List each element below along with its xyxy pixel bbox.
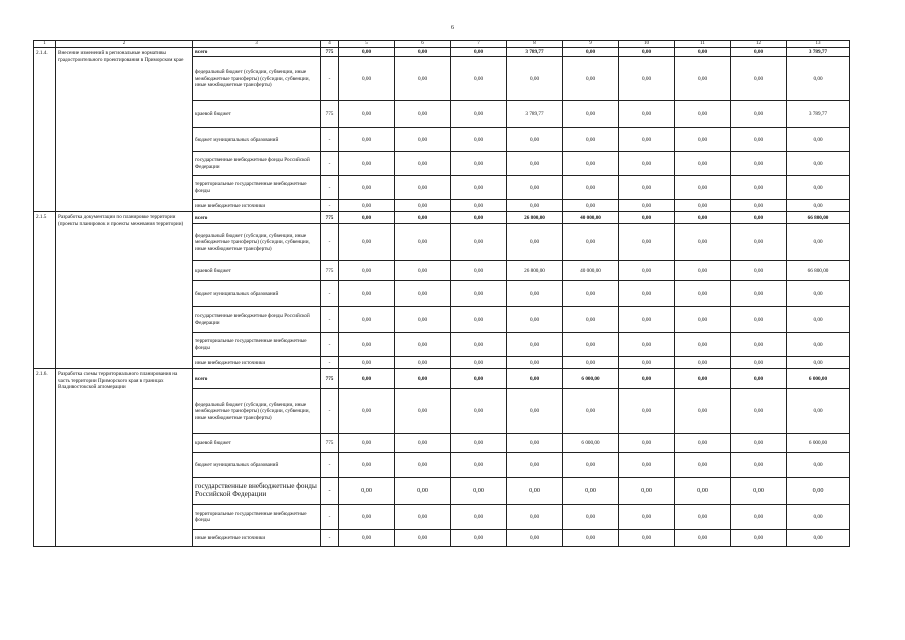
amount-cell: 0,00: [731, 369, 787, 389]
funding-source: бюджет муниципальных образований: [193, 128, 321, 152]
amount-cell: 0,00: [339, 152, 395, 176]
budget-code: -: [321, 530, 339, 547]
amount-cell: 0,00: [619, 101, 675, 128]
amount-cell: 0,00: [507, 281, 563, 307]
amount-cell: 6 000,00: [563, 369, 619, 389]
amount-cell: 0,00: [563, 389, 619, 434]
amount-cell: 0,00: [339, 357, 395, 369]
amount-cell: 0,00: [675, 212, 731, 224]
funding-source: государственные внебюджетные фонды Российской Федерации: [193, 152, 321, 176]
amount-cell: 0,00: [675, 48, 731, 57]
amount-cell: 0,00: [451, 212, 507, 224]
amount-cell: 0,00: [395, 478, 451, 505]
amount-cell: 0,00: [395, 152, 451, 176]
amount-cell: 0,00: [675, 369, 731, 389]
budget-code: 775: [321, 434, 339, 453]
amount-cell: 0,00: [787, 200, 850, 212]
budget-code: 775: [321, 101, 339, 128]
header-cell: 6: [395, 41, 451, 48]
amount-cell: 26 800,00: [507, 261, 563, 281]
amount-cell: 0,00: [563, 530, 619, 547]
amount-cell: 0,00: [787, 453, 850, 478]
amount-cell: 0,00: [563, 453, 619, 478]
funding-source: всего: [193, 212, 321, 224]
amount-cell: 0,00: [731, 478, 787, 505]
amount-cell: 0,00: [787, 176, 850, 200]
header-cell: 5: [339, 41, 395, 48]
amount-cell: 0,00: [619, 48, 675, 57]
amount-cell: 0,00: [619, 505, 675, 530]
item-number: 2.1.4.: [34, 48, 56, 212]
amount-cell: 0,00: [619, 152, 675, 176]
amount-cell: 3 789,77: [787, 101, 850, 128]
amount-cell: 0,00: [395, 261, 451, 281]
amount-cell: 0,00: [507, 307, 563, 333]
amount-cell: 0,00: [395, 57, 451, 101]
budget-code: -: [321, 505, 339, 530]
budget-code: -: [321, 453, 339, 478]
amount-cell: 0,00: [451, 530, 507, 547]
amount-cell: 6 000,00: [787, 434, 850, 453]
budget-code: -: [321, 200, 339, 212]
amount-cell: 0,00: [787, 505, 850, 530]
amount-cell: 0,00: [507, 389, 563, 434]
funding-source: территориальные государственные внебюджетные фонды: [193, 333, 321, 357]
amount-cell: 0,00: [339, 48, 395, 57]
amount-cell: 0,00: [675, 101, 731, 128]
amount-cell: 0,00: [619, 200, 675, 212]
amount-cell: 0,00: [787, 478, 850, 505]
amount-cell: 0,00: [395, 200, 451, 212]
budget-code: -: [321, 357, 339, 369]
amount-cell: 0,00: [619, 281, 675, 307]
amount-cell: 0,00: [787, 57, 850, 101]
amount-cell: 0,00: [507, 57, 563, 101]
amount-cell: 0,00: [731, 261, 787, 281]
funding-source: всего: [193, 48, 321, 57]
table-row: [34, 369, 850, 389]
funding-source: краевой бюджет: [193, 261, 321, 281]
amount-cell: 0,00: [339, 128, 395, 152]
amount-cell: 0,00: [675, 176, 731, 200]
amount-cell: 0,00: [675, 505, 731, 530]
amount-cell: 0,00: [731, 505, 787, 530]
amount-cell: 0,00: [507, 530, 563, 547]
header-cell: 7: [451, 41, 507, 48]
amount-cell: 0,00: [339, 389, 395, 434]
amount-cell: 0,00: [451, 261, 507, 281]
amount-cell: 0,00: [675, 530, 731, 547]
amount-cell: 3 789,77: [507, 48, 563, 57]
budget-table: [33, 40, 850, 547]
amount-cell: 0,00: [787, 152, 850, 176]
page-number: 6: [451, 25, 454, 31]
amount-cell: 0,00: [731, 200, 787, 212]
amount-cell: 0,00: [619, 128, 675, 152]
header-cell: 11: [675, 41, 731, 48]
amount-cell: 0,00: [451, 389, 507, 434]
amount-cell: 0,00: [675, 128, 731, 152]
budget-code: 775: [321, 48, 339, 57]
amount-cell: 0,00: [451, 307, 507, 333]
amount-cell: 0,00: [787, 224, 850, 261]
funding-source: иные внебюджетные источники: [193, 200, 321, 212]
amount-cell: 0,00: [395, 369, 451, 389]
funding-source: территориальные государственные внебюджетные фонды: [193, 176, 321, 200]
amount-cell: 0,00: [731, 307, 787, 333]
amount-cell: 0,00: [619, 357, 675, 369]
amount-cell: 0,00: [675, 281, 731, 307]
funding-source: государственные внебюджетные фонды Российской Федерации: [193, 307, 321, 333]
amount-cell: 6 000,00: [787, 369, 850, 389]
amount-cell: 0,00: [339, 176, 395, 200]
amount-cell: 0,00: [339, 212, 395, 224]
amount-cell: 0,00: [563, 357, 619, 369]
amount-cell: 0,00: [563, 200, 619, 212]
amount-cell: 0,00: [451, 478, 507, 505]
amount-cell: 0,00: [507, 478, 563, 505]
amount-cell: 0,00: [339, 434, 395, 453]
header-cell: 1: [34, 41, 56, 48]
amount-cell: 66 800,00: [787, 212, 850, 224]
budget-code: 775: [321, 261, 339, 281]
amount-cell: 0,00: [339, 453, 395, 478]
amount-cell: 0,00: [675, 224, 731, 261]
amount-cell: 0,00: [507, 152, 563, 176]
funding-source: краевой бюджет: [193, 101, 321, 128]
amount-cell: 0,00: [675, 453, 731, 478]
amount-cell: 0,00: [507, 200, 563, 212]
amount-cell: 0,00: [619, 261, 675, 281]
amount-cell: 0,00: [395, 128, 451, 152]
amount-cell: 26 800,00: [507, 212, 563, 224]
amount-cell: 0,00: [451, 357, 507, 369]
amount-cell: 3 789,77: [787, 48, 850, 57]
amount-cell: 0,00: [395, 101, 451, 128]
amount-cell: 0,00: [563, 128, 619, 152]
amount-cell: 0,00: [675, 261, 731, 281]
amount-cell: 0,00: [339, 281, 395, 307]
amount-cell: 0,00: [619, 369, 675, 389]
amount-cell: 0,00: [619, 307, 675, 333]
amount-cell: 0,00: [339, 505, 395, 530]
funding-source: бюджет муниципальных образований: [193, 281, 321, 307]
header-cell: 12: [731, 41, 787, 48]
amount-cell: 40 000,00: [563, 212, 619, 224]
amount-cell: 0,00: [451, 434, 507, 453]
amount-cell: 0,00: [787, 389, 850, 434]
amount-cell: 0,00: [339, 101, 395, 128]
amount-cell: 0,00: [339, 530, 395, 547]
amount-cell: 0,00: [507, 224, 563, 261]
amount-cell: 0,00: [619, 530, 675, 547]
item-name: Внесение изменений в региональные нормативы градостроительного проектирования в Приморском крае: [56, 48, 193, 212]
header-cell: 13: [787, 41, 850, 48]
amount-cell: 0,00: [619, 434, 675, 453]
budget-code: 775: [321, 212, 339, 224]
amount-cell: 0,00: [395, 212, 451, 224]
amount-cell: 6 000,00: [563, 434, 619, 453]
item-name: Разработка схемы территориального планирования на часть территории Приморского края в границах Владивостокской агломерации: [56, 369, 193, 547]
amount-cell: 0,00: [451, 453, 507, 478]
table-header: [34, 41, 850, 48]
amount-cell: 0,00: [731, 281, 787, 307]
amount-cell: 0,00: [395, 530, 451, 547]
amount-cell: 0,00: [451, 333, 507, 357]
amount-cell: 0,00: [563, 307, 619, 333]
funding-source: федеральный бюджет (субсидии, субвенции, иные межбюджетные трансферты) (субсидии, субвенции, иные межбюджетные трансферты): [193, 224, 321, 261]
table-row: [34, 212, 850, 224]
amount-cell: 0,00: [395, 224, 451, 261]
funding-source: федеральный бюджет (субсидии, субвенции, иные межбюджетные трансферты) (субсидии, субвенции, иные межбюджетные трансферты): [193, 389, 321, 434]
amount-cell: 0,00: [675, 389, 731, 434]
amount-cell: 0,00: [787, 307, 850, 333]
amount-cell: 66 800,00: [787, 261, 850, 281]
amount-cell: 0,00: [563, 505, 619, 530]
header-row: [34, 41, 850, 48]
budget-code: 775: [321, 369, 339, 389]
amount-cell: 0,00: [507, 505, 563, 530]
amount-cell: 0,00: [731, 176, 787, 200]
budget-code: -: [321, 333, 339, 357]
amount-cell: 0,00: [339, 307, 395, 333]
budget-code: -: [321, 478, 339, 505]
amount-cell: 0,00: [731, 453, 787, 478]
amount-cell: 0,00: [731, 434, 787, 453]
budget-code: -: [321, 128, 339, 152]
amount-cell: 0,00: [451, 152, 507, 176]
table-body: [34, 48, 850, 547]
amount-cell: 0,00: [507, 434, 563, 453]
amount-cell: 0,00: [675, 57, 731, 101]
amount-cell: 0,00: [787, 333, 850, 357]
amount-cell: 0,00: [451, 128, 507, 152]
table-row: [34, 48, 850, 57]
budget-code: -: [321, 152, 339, 176]
header-cell: 2: [56, 41, 193, 48]
amount-cell: 0,00: [675, 152, 731, 176]
amount-cell: 0,00: [395, 434, 451, 453]
amount-cell: 0,00: [619, 389, 675, 434]
budget-code: -: [321, 176, 339, 200]
amount-cell: 0,00: [675, 357, 731, 369]
amount-cell: 0,00: [563, 478, 619, 505]
amount-cell: 0,00: [395, 357, 451, 369]
header-cell: 8: [507, 41, 563, 48]
amount-cell: 0,00: [675, 307, 731, 333]
funding-source: иные внебюджетные источники: [193, 530, 321, 547]
amount-cell: 0,00: [339, 57, 395, 101]
amount-cell: 0,00: [731, 224, 787, 261]
budget-code: -: [321, 224, 339, 261]
amount-cell: 40 000,00: [563, 261, 619, 281]
amount-cell: 0,00: [563, 333, 619, 357]
amount-cell: 0,00: [451, 224, 507, 261]
header-cell: 10: [619, 41, 675, 48]
amount-cell: 0,00: [451, 281, 507, 307]
header-cell: 4: [321, 41, 339, 48]
amount-cell: 0,00: [339, 333, 395, 357]
amount-cell: 0,00: [619, 453, 675, 478]
amount-cell: 0,00: [675, 478, 731, 505]
budget-code: -: [321, 389, 339, 434]
amount-cell: 0,00: [731, 152, 787, 176]
amount-cell: 0,00: [619, 176, 675, 200]
amount-cell: 0,00: [507, 357, 563, 369]
amount-cell: 0,00: [395, 389, 451, 434]
amount-cell: 0,00: [339, 478, 395, 505]
amount-cell: 0,00: [451, 101, 507, 128]
amount-cell: 0,00: [675, 333, 731, 357]
budget-code: -: [321, 307, 339, 333]
amount-cell: 0,00: [787, 128, 850, 152]
funding-source: федеральный бюджет (субсидии, субвенции, иные межбюджетные трансферты) (субсидии, субвенции, иные межбюджетные трансферты): [193, 57, 321, 101]
amount-cell: 3 789,77: [507, 101, 563, 128]
amount-cell: 0,00: [395, 505, 451, 530]
amount-cell: 0,00: [731, 101, 787, 128]
amount-cell: 0,00: [507, 453, 563, 478]
funding-source: государственные внебюджетные фонды Российской Федерации: [193, 478, 321, 505]
amount-cell: 0,00: [731, 389, 787, 434]
amount-cell: 0,00: [619, 57, 675, 101]
amount-cell: 0,00: [619, 333, 675, 357]
amount-cell: 0,00: [563, 101, 619, 128]
amount-cell: 0,00: [451, 369, 507, 389]
amount-cell: 0,00: [451, 505, 507, 530]
amount-cell: 0,00: [787, 357, 850, 369]
amount-cell: 0,00: [563, 152, 619, 176]
amount-cell: 0,00: [731, 57, 787, 101]
amount-cell: 0,00: [619, 478, 675, 505]
amount-cell: 0,00: [507, 176, 563, 200]
amount-cell: 0,00: [731, 333, 787, 357]
amount-cell: 0,00: [731, 212, 787, 224]
amount-cell: 0,00: [731, 128, 787, 152]
amount-cell: 0,00: [563, 281, 619, 307]
amount-cell: 0,00: [395, 281, 451, 307]
amount-cell: 0,00: [563, 176, 619, 200]
amount-cell: 0,00: [731, 48, 787, 57]
amount-cell: 0,00: [619, 212, 675, 224]
amount-cell: 0,00: [395, 176, 451, 200]
amount-cell: 0,00: [619, 224, 675, 261]
amount-cell: 0,00: [563, 57, 619, 101]
amount-cell: 0,00: [563, 48, 619, 57]
header-cell: 9: [563, 41, 619, 48]
amount-cell: 0,00: [787, 530, 850, 547]
budget-code: -: [321, 281, 339, 307]
amount-cell: 0,00: [451, 48, 507, 57]
header-cell: 3: [193, 41, 321, 48]
amount-cell: 0,00: [339, 261, 395, 281]
amount-cell: 0,00: [731, 357, 787, 369]
funding-source: иные внебюджетные источники: [193, 357, 321, 369]
amount-cell: 0,00: [395, 453, 451, 478]
amount-cell: 0,00: [451, 200, 507, 212]
amount-cell: 0,00: [563, 224, 619, 261]
amount-cell: 0,00: [395, 333, 451, 357]
amount-cell: 0,00: [731, 530, 787, 547]
item-name: Разработка документации по планировке территории (проекты планировок и проекты межевания территории): [56, 212, 193, 369]
amount-cell: 0,00: [507, 333, 563, 357]
amount-cell: 0,00: [675, 200, 731, 212]
amount-cell: 0,00: [675, 434, 731, 453]
amount-cell: 0,00: [451, 176, 507, 200]
amount-cell: 0,00: [395, 307, 451, 333]
funding-source: бюджет муниципальных образований: [193, 453, 321, 478]
funding-source: всего: [193, 369, 321, 389]
item-number: 2.1.6.: [34, 369, 56, 547]
funding-source: территориальные государственные внебюджетные фонды: [193, 505, 321, 530]
amount-cell: 0,00: [451, 57, 507, 101]
amount-cell: 0,00: [507, 369, 563, 389]
item-number: 2.1.5: [34, 212, 56, 369]
budget-code: -: [321, 57, 339, 101]
amount-cell: 0,00: [339, 224, 395, 261]
amount-cell: 0,00: [339, 200, 395, 212]
amount-cell: 0,00: [507, 128, 563, 152]
amount-cell: 0,00: [787, 281, 850, 307]
amount-cell: 0,00: [395, 48, 451, 57]
amount-cell: 0,00: [339, 369, 395, 389]
funding-source: краевой бюджет: [193, 434, 321, 453]
